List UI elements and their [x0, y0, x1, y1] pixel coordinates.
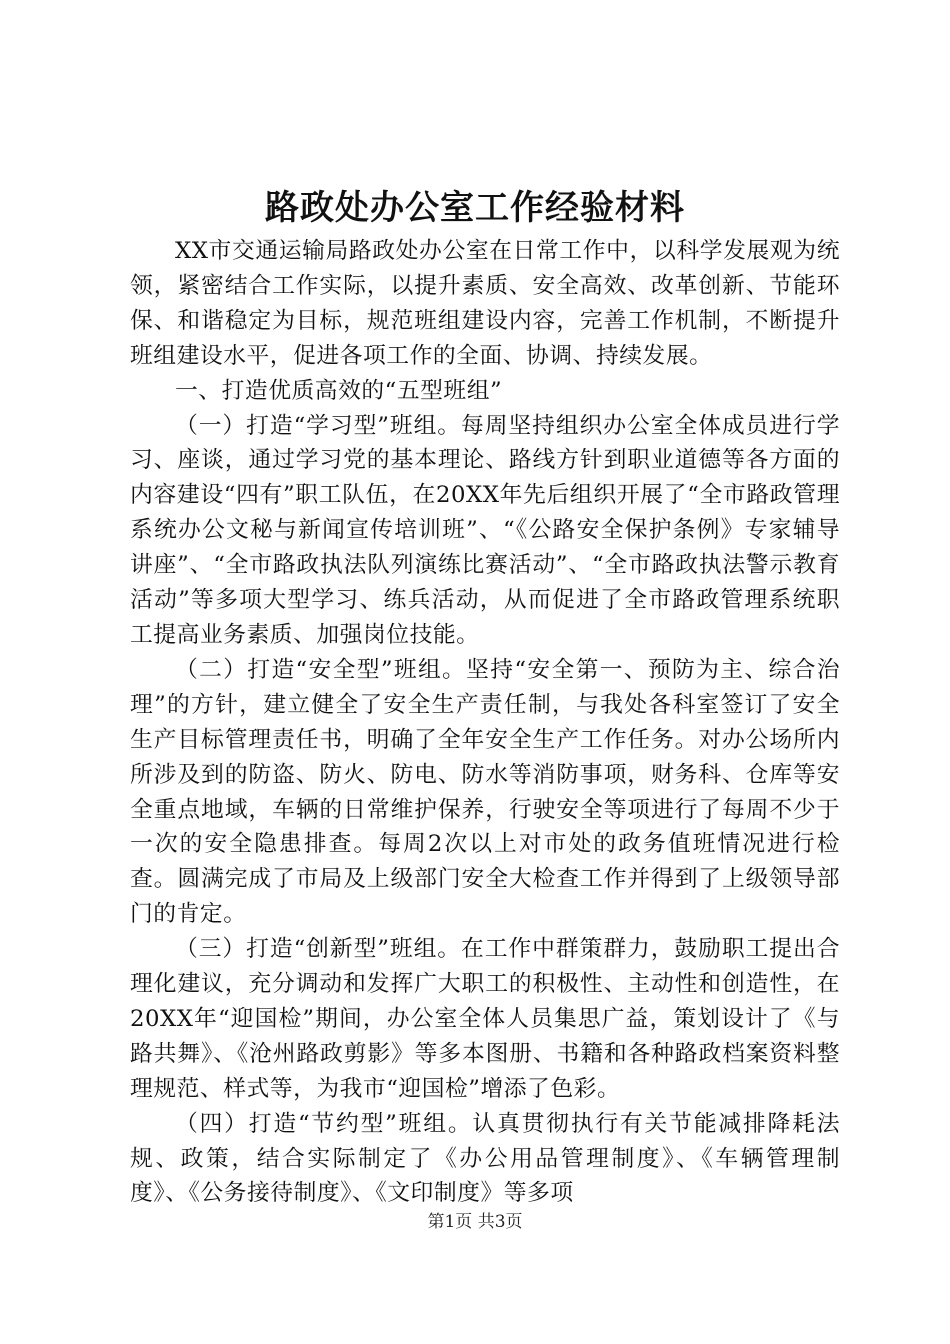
document-body [130, 234, 840, 1211]
learning-team-paragraph: （一）打造“学习型”班组。每周坚持组织办公室全体成员进行学习、座谈，通过学习党的基本理论、路线方针到职业道德等各方面的内容建设“四有”职工队伍，在20XX年先后组织开展了“全市路政管理系统办公文秘与新闻宣传培训班”、“《公路安全保护条例》专家辅导讲座”、“全市路政执法队列演练比赛活动”、“全市路政执法警示教育活动”等多项大型学习、练兵活动，从而促进了全市路政管理系统职工提高业务素质、加强岗位技能。 [130, 412, 840, 648]
saving-team-paragraph: （四）打造“节约型”班组。认真贯彻执行有关节能减排降耗法规、政策，结合实际制定了《办公用品管理制度》、《车辆管理制度》、《公务接待制度》、《文印制度》等多项 [130, 1110, 840, 1207]
safety-team-paragraph: （二）打造“安全型”班组。坚持“安全第一、预防为主、综合治理”的方针，建立健全了安全生产责任制，与我处各科室签订了安全生产目标管理责任书，明确了全年安全生产工作任务。对办公场所内所涉及到的防盗、防火、防电、防水等消防事项，财务科、仓库等安全重点地域，车辆的日常维护保养，行驶安全等项进行了每周不少于一次的安全隐患排查。每周2次以上对市处的政务值班情况进行检查。圆满完成了市局及上级部门安全大检查工作并得到了上级领导部门的肯定。 [130, 656, 840, 928]
document-title: 路政处办公室工作经验材料 [265, 188, 685, 228]
innovation-team-paragraph: （三）打造“创新型”班组。在工作中群策群力，鼓励职工提出合理化建议，充分调动和发挥广大职工的积极性、主动性和创造性，在20XX年“迎国检”期间，办公室全体人员集思广益，策划设计了《与路共舞》、《沧州路政剪影》等多本图册、书籍和各种路政档案资料整理规范、样式等，为我市“迎国检”增添了色彩。 [130, 936, 840, 1102]
section-heading: 一、打造优质高效的“五型班组” [175, 377, 503, 404]
page-number: 第1页 共3页 [427, 1212, 523, 1232]
intro-paragraph: XX市交通运输局路政处办公室在日常工作中，以科学发展观为统领，紧密结合工作实际，以提升素质、安全高效、改革创新、节能环保、和谐稳定为目标，规范班组建设内容，完善工作机制，不断提升班组建设水平，促进各项工作的全面、协调、持续发展。 [130, 238, 840, 369]
